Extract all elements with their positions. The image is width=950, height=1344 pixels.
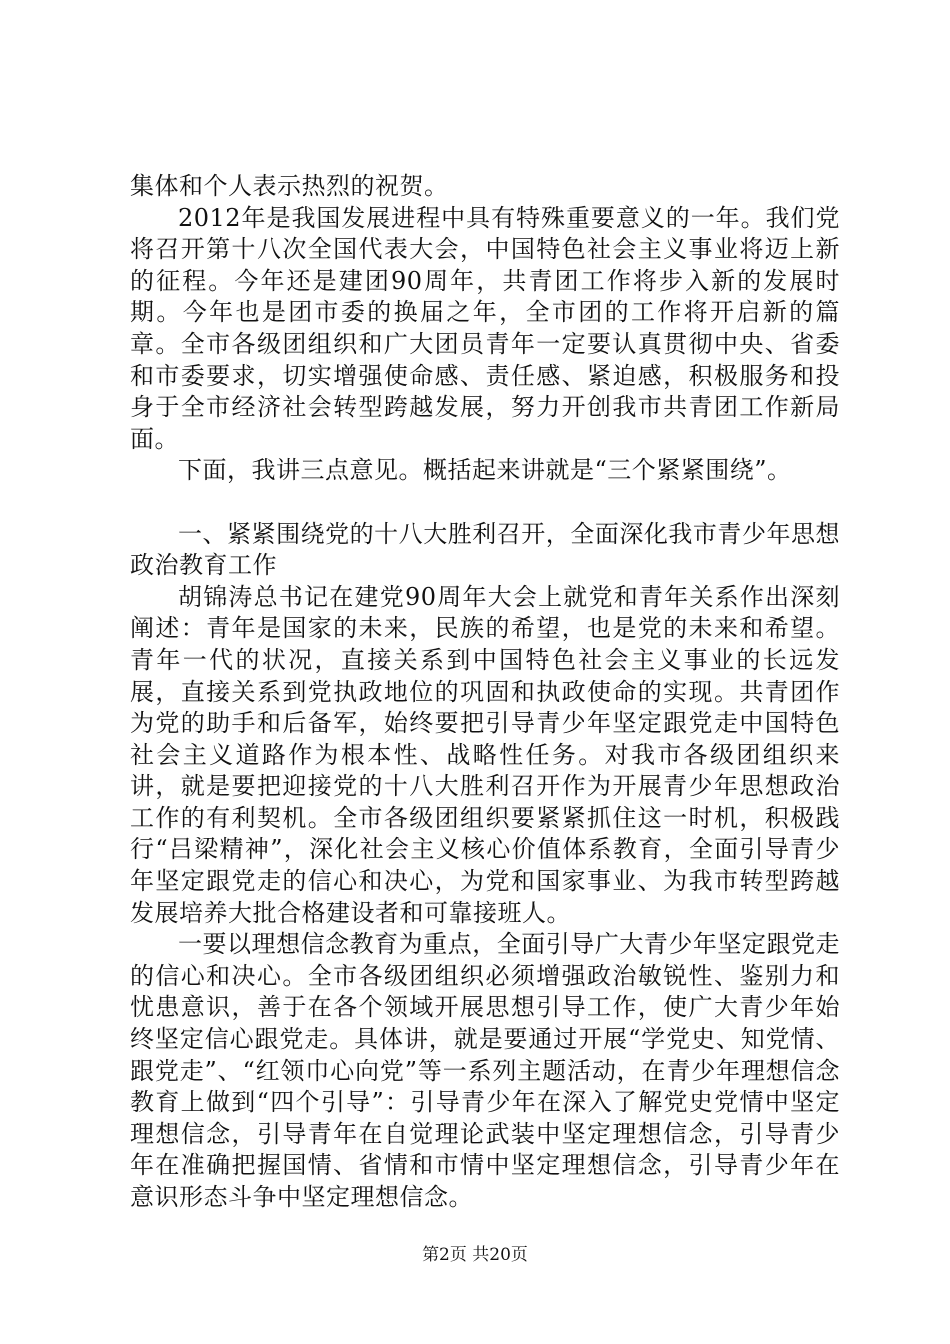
page-total: 共20页 xyxy=(472,1245,528,1265)
paragraph-ideals-education: 一要以理想信念教育为重点，全面引导广大青少年坚定跟党走的信心和决心。全市各级团组织必须增强政治敏锐性、鉴别力和忧患意识，善于在各个领域开展思想引导工作，使广大青少年始终坚定信心跟党走。具体讲，就是要通过开展“学党史、知党情、跟党走”、“红领巾心向党”等一系列主题活动，在青少年理想信念教育上做到“四个引导”：引导青少年在深入了解党史党情中坚定理想信念，引导青年在自觉理论武装中坚定理想信念，引导青少年在准确把握国情、省情和市情中坚定理想信念，引导青少年在意识形态斗争中坚定理想信念。 xyxy=(130,930,840,1211)
paragraph-three-points: 下面，我讲三点意见。概括起来讲就是“三个紧紧围绕”。 xyxy=(178,456,792,485)
section-heading-one: 一、紧紧围绕党的十八大胜利召开，全面深化我市青少年思想政治教育工作 xyxy=(130,519,840,580)
page-footer xyxy=(0,1244,950,1266)
paragraph-continuation: 集体和个人表示热烈的祝贺。 xyxy=(130,172,449,200)
document-body xyxy=(130,171,840,1214)
paragraph-hu-jintao: 胡锦涛总书记在建党90周年大会上就党和青年关系作出深刻阐述：青年是国家的未来，民族的希望，也是党的未来和希望。青年一代的状况，直接关系到中国特色社会主义事业的长远发展，直接关系到党执政地位的巩固和执政使命的实现。共青团作为党的助手和后备军，始终要把引导青少年坚定跟党走中国特色社会主义道路作为根本性、战略性任务。对我市各级团组织来讲，就是要把迎接党的十八大胜利召开作为开展青少年思想政治工作的有利契机。全市各级团组织要紧紧抓住这一时机，积极践行“吕梁精神”，深化社会主义核心价值体系教育，全面引导青少年坚定跟党走的信心和决心，为党和国家事业、为我市转型跨越发展培养大批合格建设者和可靠接班人。 xyxy=(130,582,840,927)
page-number: 第2页 xyxy=(422,1245,467,1265)
paragraph-year-2012: 2012年是我国发展进程中具有特殊重要意义的一年。我们党将召开第十八次全国代表大会，中国特色社会主义事业将迈上新的征程。今年还是建团90周年，共青团工作将步入新的发展时期。今年也是团市委的换届之年，全市团的工作将开启新的篇章。全市各级团组织和广大团员青年一定要认真贯彻中央、省委和市委要求，切实增强使命感、责任感、紧迫感，积极服务和投身于全市经济社会转型跨越发展，努力开创我市共青团工作新局面。 xyxy=(130,203,840,453)
